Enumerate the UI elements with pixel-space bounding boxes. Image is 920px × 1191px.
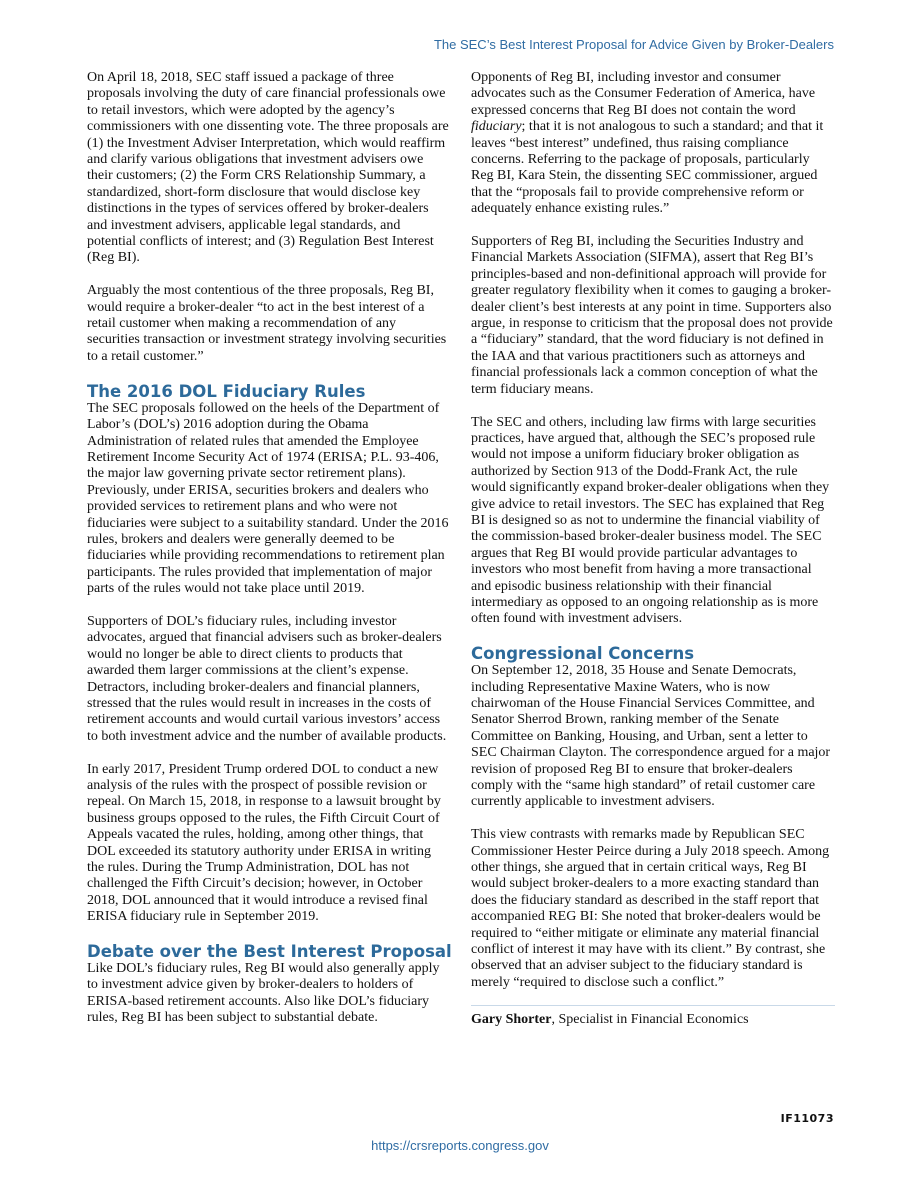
paragraph: On April 18, 2018, SEC staff issued a package of three proposals involving the duty of care financial professionals owe to retail investors, which were adopted by the agency’s commissioners with one dissenting vote. The three proposals are (1) the Investment Adviser Interpretation, which would reaffirm and clarify various obligations that investment advisers owe their customers; (2) the Form CRS Relationship Summary, a standardized, short-form disclosure that would disclose key distinctions in the types of services offered by broker-dealers and investment advisers, applicable legal standards, and potential conflicts of interest; and (3) Regulation Best Interest (Reg BI). (87, 70, 449, 266)
section-heading-congressional-concerns: Congressional Concerns (471, 644, 695, 664)
text-run: Opponents of Reg BI, including investor and consumer advocates such as the Consumer Federation of America, have expressed concerns that Reg BI does not contain the word (471, 70, 816, 118)
author-title: , Specialist in Financial Economics (551, 1012, 749, 1028)
paragraph: This view contrasts with remarks made by Republican SEC Commissioner Hester Peirce during a July 2018 speech. Among other things, she argued that in certain critical ways, Reg BI would subject broker-dealers to a more exacting standard than does the fiduciary standard as described in the staff report that accompanied REG BI: She noted that broker-dealers would be required to “either mitigate or eliminate any material financial conflict of interest it may have with its client.” By contrast, she observed that an adviser subject to the fiduciary standard is merely “required to disclose such a conflict.” (471, 827, 830, 990)
text-run: ; that it is not analogous to such a standard; and that it leaves “best interest” undefined, thus raising compliance concerns. Referring to the package of proposals, particularly Reg BI, Kara Stein, the dissenting SEC commissioner, argued that the “proposals fail to provide comprehensive reform or adequately enhance existing rules.” (471, 119, 824, 217)
section-heading-debate: Debate over the Best Interest Proposal (87, 942, 452, 962)
paragraph: Supporters of Reg BI, including the Securities Industry and Financial Markets Association (SIFMA), assert that Reg BI’s principles-based and non-definitional approach will provide for greater regulatory flexibility when it comes to gauging a broker-dealer client’s best interests at any point in time. Supporters also argue, in response to criticism that the proposal does not provide a “fiduciary” standard, that the word fiduciary is not defined in the IAA and that various practitioners such as attorneys and financial professionals lack a common conception of what the term fiduciary means. (471, 234, 833, 397)
italic-term: fiduciary (471, 119, 522, 135)
left-column (87, 70, 451, 1027)
right-column (471, 70, 835, 1029)
footer-url-link[interactable]: https://crsreports.congress.gov (371, 1138, 549, 1153)
paragraph: The SEC and others, including law firms with large securities practices, have argued that, although the SEC’s proposed rule would not impose a uniform fiduciary broker obligation as authorized by Section 913 of the Dodd-Frank Act, the rule would significantly expand broker-dealer obligations when they give advice to retail investors. The SEC has explained that Reg BI is designed so as not to undermine the financial viability of the commission-based broker-dealer business model. The SEC argues that Reg BI would provide particular advantages to investors who most benefit from having a more transactional and episodic business relationship with their financial intermediary as opposed to an ongoing relationship as is more often found with investment advisers. (471, 414, 830, 627)
author-name: Gary Shorter (471, 1012, 552, 1028)
paragraph (471, 70, 835, 218)
paragraph: On September 12, 2018, 35 House and Senate Democrats, including Representative Maxine Waters, who is now chairwoman of the House Financial Services Committee, and Senator Sherrod Brown, ranking member of the Senate Committee on Banking, Housing, and Urban, sent a letter to SEC Chairman Clayton. The correspondence argued for a major revision of proposed Reg BI to ensure that broker-dealers comply with the “same high standard” of retail customer care currently applicable to investment advisers. (471, 663, 831, 810)
product-id: IF11073 (780, 1112, 834, 1125)
paragraph: The SEC proposals followed on the heels of the Department of Labor’s (DOL’s) 2016 adoption during the Obama Administration of related rules that amended the Employee Retirement Income Security Act of 1974 (ERISA; P.L. 93-406, the major law governing private sector retirement plans). Previously, under ERISA, securities brokers and dealers who provided services to retirement plans and who were not fiduciaries were subject to a suitability standard. Under the 2016 rules, brokers and dealers were generally deemed to be fiduciaries while providing recommendations to retirement plan participants. The rules provided that implementation of major parts of the rules would not take place until 2019. (87, 400, 449, 597)
author-divider (471, 1005, 835, 1006)
section-heading-dol-rules: The 2016 DOL Fiduciary Rules (87, 381, 366, 401)
author-byline (471, 1012, 835, 1028)
paragraph: Supporters of DOL’s fiduciary rules, including investor advocates, argued that financial advisers such as broker-dealers would no longer be able to direct clients to products that awarded them larger commissions at the client’s expense. Detractors, including broker-dealers and financial planners, stressed that the rules would result in increases in the costs of retirement accounts and would curtail various investors’ access to both investment advice and the number of available products. (87, 613, 447, 744)
paragraph: In early 2017, President Trump ordered DOL to conduct a new analysis of the rules with the prospect of possible revision or repeal. On March 15, 2018, in response to a lawsuit brought by business groups opposed to the rules, the Fifth Circuit Court of Appeals vacated the rules, holding, among other things, that DOL exceeded its statutory authority under ERISA in writing the rules. During the Trump Administration, DOL has not challenged the Fifth Circuit’s decision; however, in October 2018, DOL announced that it would introduce a revised final ERISA fiduciary rule in September 2019. (87, 761, 441, 925)
running-header-title: The SEC’s Best Interest Proposal for Advice Given by Broker-Dealers (433, 37, 834, 52)
paragraph: Like DOL’s fiduciary rules, Reg BI would also generally apply to investment advice given by broker-dealers to holders of ERISA-based retirement accounts. Also like DOL’s fiduciary rules, Reg BI has been subject to substantial debate. (87, 961, 440, 1026)
paragraph: Arguably the most contentious of the three proposals, Reg BI, would require a broker-dealer “to act in the best interest of a retail customer when making a recommendation of any securities transaction or investment strategy involving securities to a retail customer.” (87, 283, 447, 364)
